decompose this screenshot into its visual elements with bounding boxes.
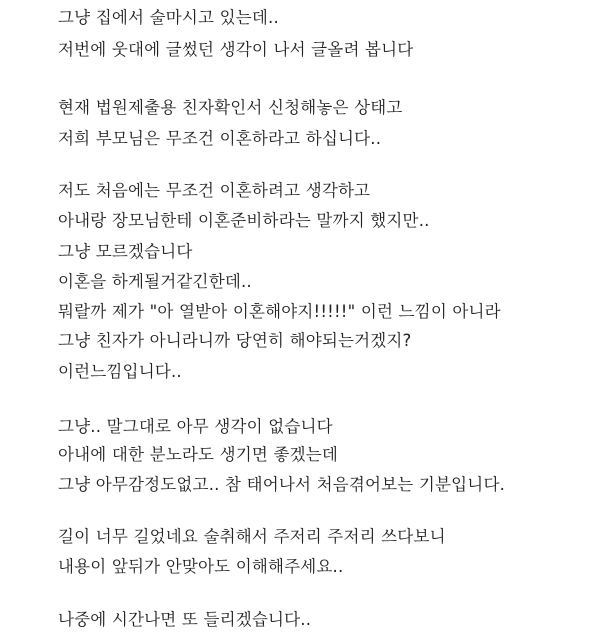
post-line: 뭐랄까 제가 "아 열받아 이혼해야지!!!!!" 이런 느낌이 아니라 — [58, 302, 501, 321]
post-line: 그냥 친자가 아니라니까 당연히 해야되는거겠지? — [58, 331, 412, 350]
post-line: 내용이 앞뒤가 안맞아도 이해해주세요.. — [58, 557, 344, 576]
post-line: 나중에 시간나면 또 들리겠습니다.. — [58, 610, 312, 629]
post-line: 그냥 모르겠습니다 — [58, 242, 193, 261]
post-line: 이런느낌입니다.. — [58, 362, 182, 381]
post-line: 아내에 대한 분노라도 생기면 좋겠는데 — [58, 445, 339, 464]
post-line: 그냥.. 말그대로 아무 생각이 없습니다 — [58, 417, 333, 436]
post-line: 현재 법원제출용 친자확인서 신청해놓은 상태고 — [58, 98, 403, 117]
post-line: 저희 부모님은 무조건 이혼하라고 하십니다.. — [58, 129, 382, 148]
post-line: 그냥 아무감정도없고.. 참 태어나서 처음겪어보는 기분입니다. — [58, 475, 506, 494]
post-line: 아내랑 장모님한테 이혼준비하라는 말까지 했지만.. — [58, 211, 430, 230]
post-line: 길이 너무 길었네요 술취해서 주저리 주저리 쓰다보니 — [58, 527, 446, 546]
post-line: 이혼을 하게될거같긴한데.. — [58, 272, 252, 291]
post-line: 저도 처음에는 무조건 이혼하려고 생각하고 — [58, 181, 371, 200]
post-line: 저번에 웃대에 글썼던 생각이 나서 글올려 봅니다 — [58, 40, 414, 59]
post-line: 그냥 집에서 술마시고 있는데.. — [58, 8, 279, 27]
